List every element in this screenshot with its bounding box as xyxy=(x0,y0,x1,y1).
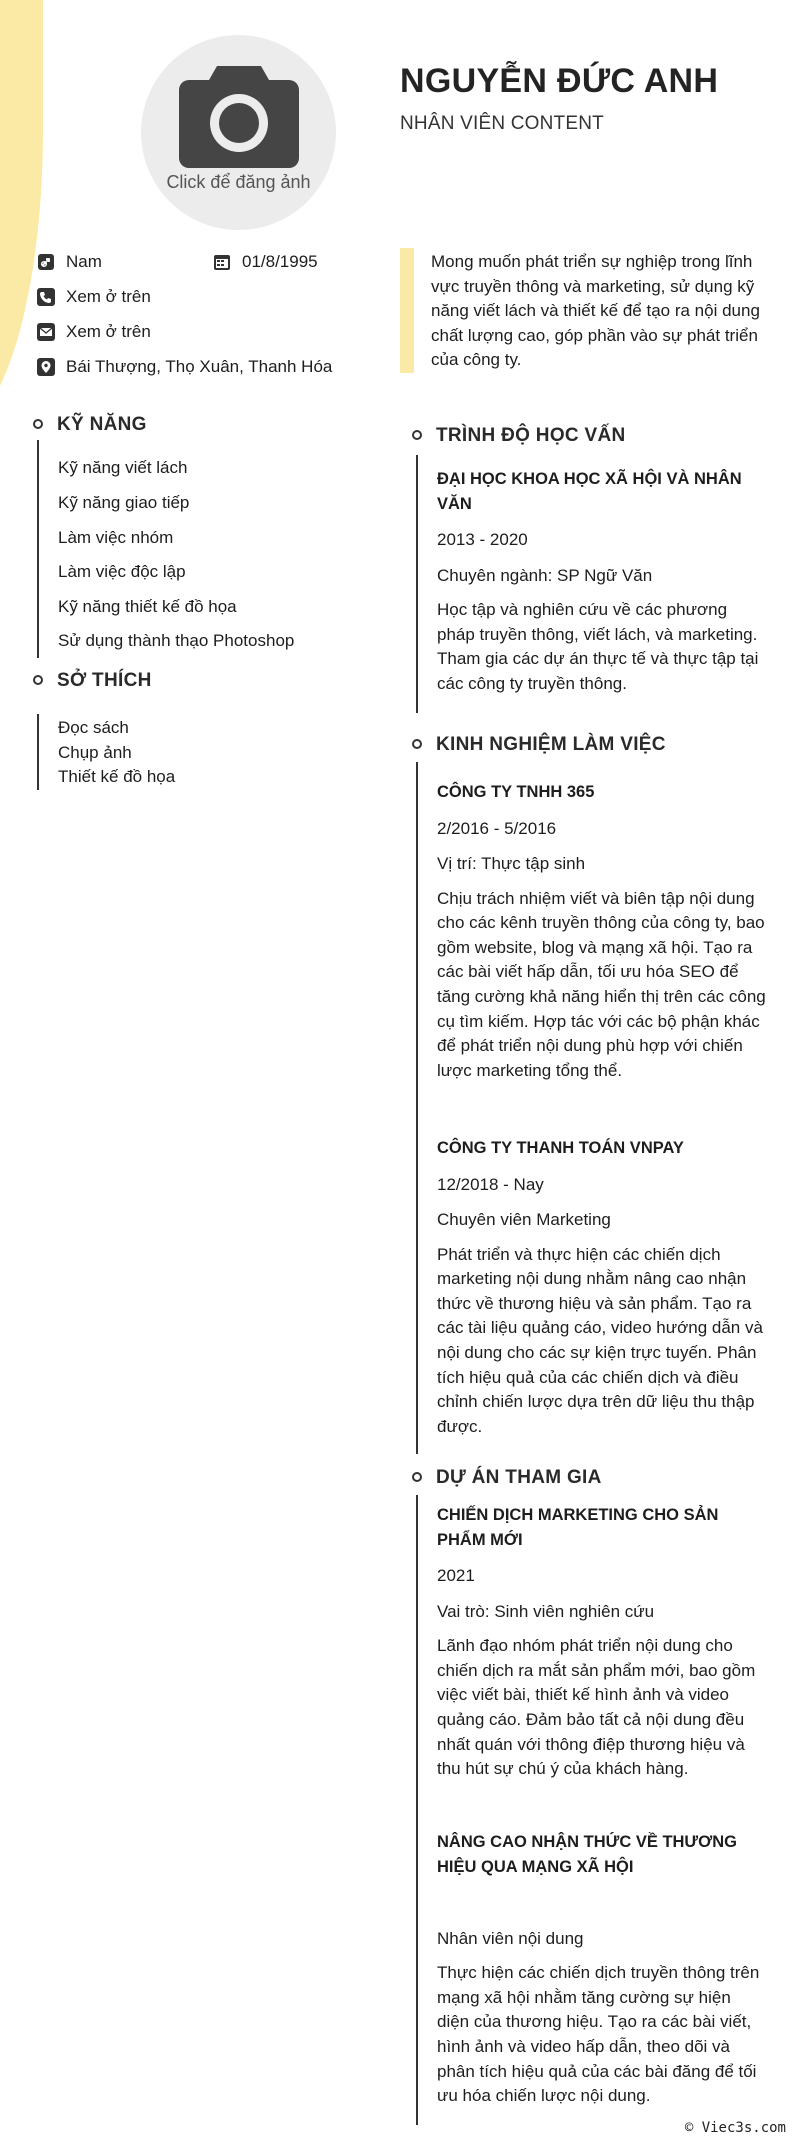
phone-value: Xem ở trên xyxy=(66,287,151,306)
info-phone xyxy=(37,287,151,307)
education-entry xyxy=(437,467,767,697)
project-description: Lãnh đạo nhóm phát triển nội dung cho chiến dịch ra mắt sản phẩm mới, bao gồm việc viết bài, thiết kế hình ảnh và video quảng cáo. Đảm bảo tất cả nội dung đều nhất quán với thông điệp thương hiệu và thu hút sự chú ý của khách hàng. xyxy=(437,1636,756,1779)
project-description: Thực hiện các chiến dịch truyền thông trên mạng xã hội nhằm tăng cường sự hiện diện của thương hiệu. Tạo ra các bài viết, hình ảnh và video hấp dẫn, theo dõi và phân tích hiệu quả của các bài đăng để tối ưu hóa chiến lược nội dung. xyxy=(437,1963,760,2106)
job-role: Chuyên viên Marketing xyxy=(437,1210,611,1230)
skill-item: Kỹ năng thiết kế đồ họa xyxy=(58,597,237,616)
camera-icon xyxy=(179,62,299,168)
skill-item: Sử dụng thành thạo Photoshop xyxy=(58,631,295,650)
career-objective: Mong muốn phát triển sự nghiệp trong lĩnh vực truyền thông và marketing, sử dụng kỹ năng viết lách và thiết kế để tạo ra nội dung chất lượng cao, góp phần vào sự phát triển của công ty. xyxy=(400,248,770,373)
project-entry xyxy=(437,1830,767,2109)
education-period: 2013 - 2020 xyxy=(437,530,528,549)
education-title: TRÌNH ĐỘ HỌC VẤN xyxy=(436,425,626,446)
school-name: ĐẠI HỌC KHOA HỌC XÃ HỘI VÀ NHÂN VĂN xyxy=(437,470,742,513)
address-value: Bái Thượng, Thọ Xuân, Thanh Hóa xyxy=(66,357,333,376)
hobby-item: Thiết kế đồ họa xyxy=(58,767,176,786)
watermark-footer: © Viec3s.com xyxy=(684,2120,786,2136)
job-description: Phát triển và thực hiện các chiến dịch marketing nội dung nhằm nâng cao nhận thức về thương hiệu và sản phẩm. Tạo ra các tài liệu quảng cáo, video hướng dẫn và nội dung cho các sự kiện trực tuyến. Phân tích hiệu quả của các chiến dịch và điều chỉnh chiến lược dựa trên dữ liệu thu thập được. xyxy=(437,1244,763,1436)
project-role: Vai trò: Sinh viên nghiên cứu xyxy=(437,1601,655,1621)
skill-item: Kỹ năng viết lách xyxy=(58,458,188,477)
job-period: 12/2018 - Nay xyxy=(437,1174,544,1194)
job-position: NHÂN VIÊN CONTENT xyxy=(400,113,604,134)
projects-timeline xyxy=(416,1495,418,2125)
hobbies-bullet xyxy=(33,675,43,685)
job-role: Vị trí: Thực tập sinh xyxy=(437,854,586,874)
experience-timeline xyxy=(416,762,418,1454)
hobbies-timeline xyxy=(37,714,39,790)
location-pin-icon xyxy=(37,358,55,376)
skill-item: Làm việc độc lập xyxy=(58,562,186,581)
candidate-name: NGUYỄN ĐỨC ANH xyxy=(400,62,719,100)
info-gender xyxy=(37,252,102,272)
job-entry xyxy=(437,1136,767,1439)
info-email xyxy=(37,322,151,342)
hobby-item: Chụp ảnh xyxy=(58,743,132,762)
gender-value: Nam xyxy=(66,252,102,271)
job-description: Chịu trách nhiệm viết và biên tập nội dung cho các kênh truyền thông của công ty, bao gồm website, blog và mạng xã hội. Tạo ra các bài viết hấp dẫn, tối ưu hóa SEO để tăng cường khả năng hiển thị trên các công cụ tìm kiếm. Hợp tác với các bộ phận khác để phát triển nội dung phù hợp với chiến lược marketing tổng thể. xyxy=(437,888,766,1080)
email-value: Xem ở trên xyxy=(66,322,151,341)
education-description: Học tập và nghiên cứu về các phương pháp truyền thông, viết lách, và marketing. Tham gia các dự án thực tế và thực tập tại các công ty truyền thông. xyxy=(437,600,759,693)
experience-bullet xyxy=(412,739,422,749)
job-period: 2/2016 - 5/2016 xyxy=(437,818,557,838)
photo-upload-label: Click để đăng ảnh xyxy=(166,172,311,192)
skills-title: KỸ NĂNG xyxy=(57,414,147,435)
email-icon xyxy=(37,323,55,341)
info-birthdate xyxy=(213,252,318,272)
project-period xyxy=(437,1891,767,1916)
hobbies-title: SỞ THÍCH xyxy=(57,670,152,691)
birthdate-value: 01/8/1995 xyxy=(242,252,318,271)
info-address xyxy=(37,357,332,377)
calendar-icon xyxy=(213,253,231,271)
project-entry xyxy=(437,1503,767,1782)
project-name: CHIẾN DỊCH MARKETING CHO SẢN PHẨM MỚI xyxy=(437,1506,719,1549)
company-name: CÔNG TY TNHH 365 xyxy=(437,783,595,801)
job-entry xyxy=(437,780,767,1083)
gender-icon xyxy=(37,253,55,271)
skills-timeline xyxy=(37,440,39,658)
education-major: Chuyên ngành: SP Ngữ Văn xyxy=(437,565,653,585)
education-timeline xyxy=(416,455,418,713)
project-period: 2021 xyxy=(437,1566,475,1585)
avatar-upload[interactable] xyxy=(141,35,336,230)
company-name: CÔNG TY THANH TOÁN VNPAY xyxy=(437,1139,684,1157)
skills-bullet xyxy=(33,419,43,429)
skill-item: Kỹ năng giao tiếp xyxy=(58,493,190,512)
projects-title: DỰ ÁN THAM GIA xyxy=(436,1467,602,1488)
hobby-item: Đọc sách xyxy=(58,718,129,737)
skill-item: Làm việc nhóm xyxy=(58,528,174,547)
project-name: NÂNG CAO NHẬN THỨC VỀ THƯƠNG HIỆU QUA MẠNG XÃ HỘI xyxy=(437,1833,737,1876)
project-role: Nhân viên nội dung xyxy=(437,1928,584,1948)
experience-title: KINH NGHIỆM LÀM VIỆC xyxy=(436,734,666,755)
phone-icon xyxy=(37,288,55,306)
education-bullet xyxy=(412,430,422,440)
projects-bullet xyxy=(412,1472,422,1482)
